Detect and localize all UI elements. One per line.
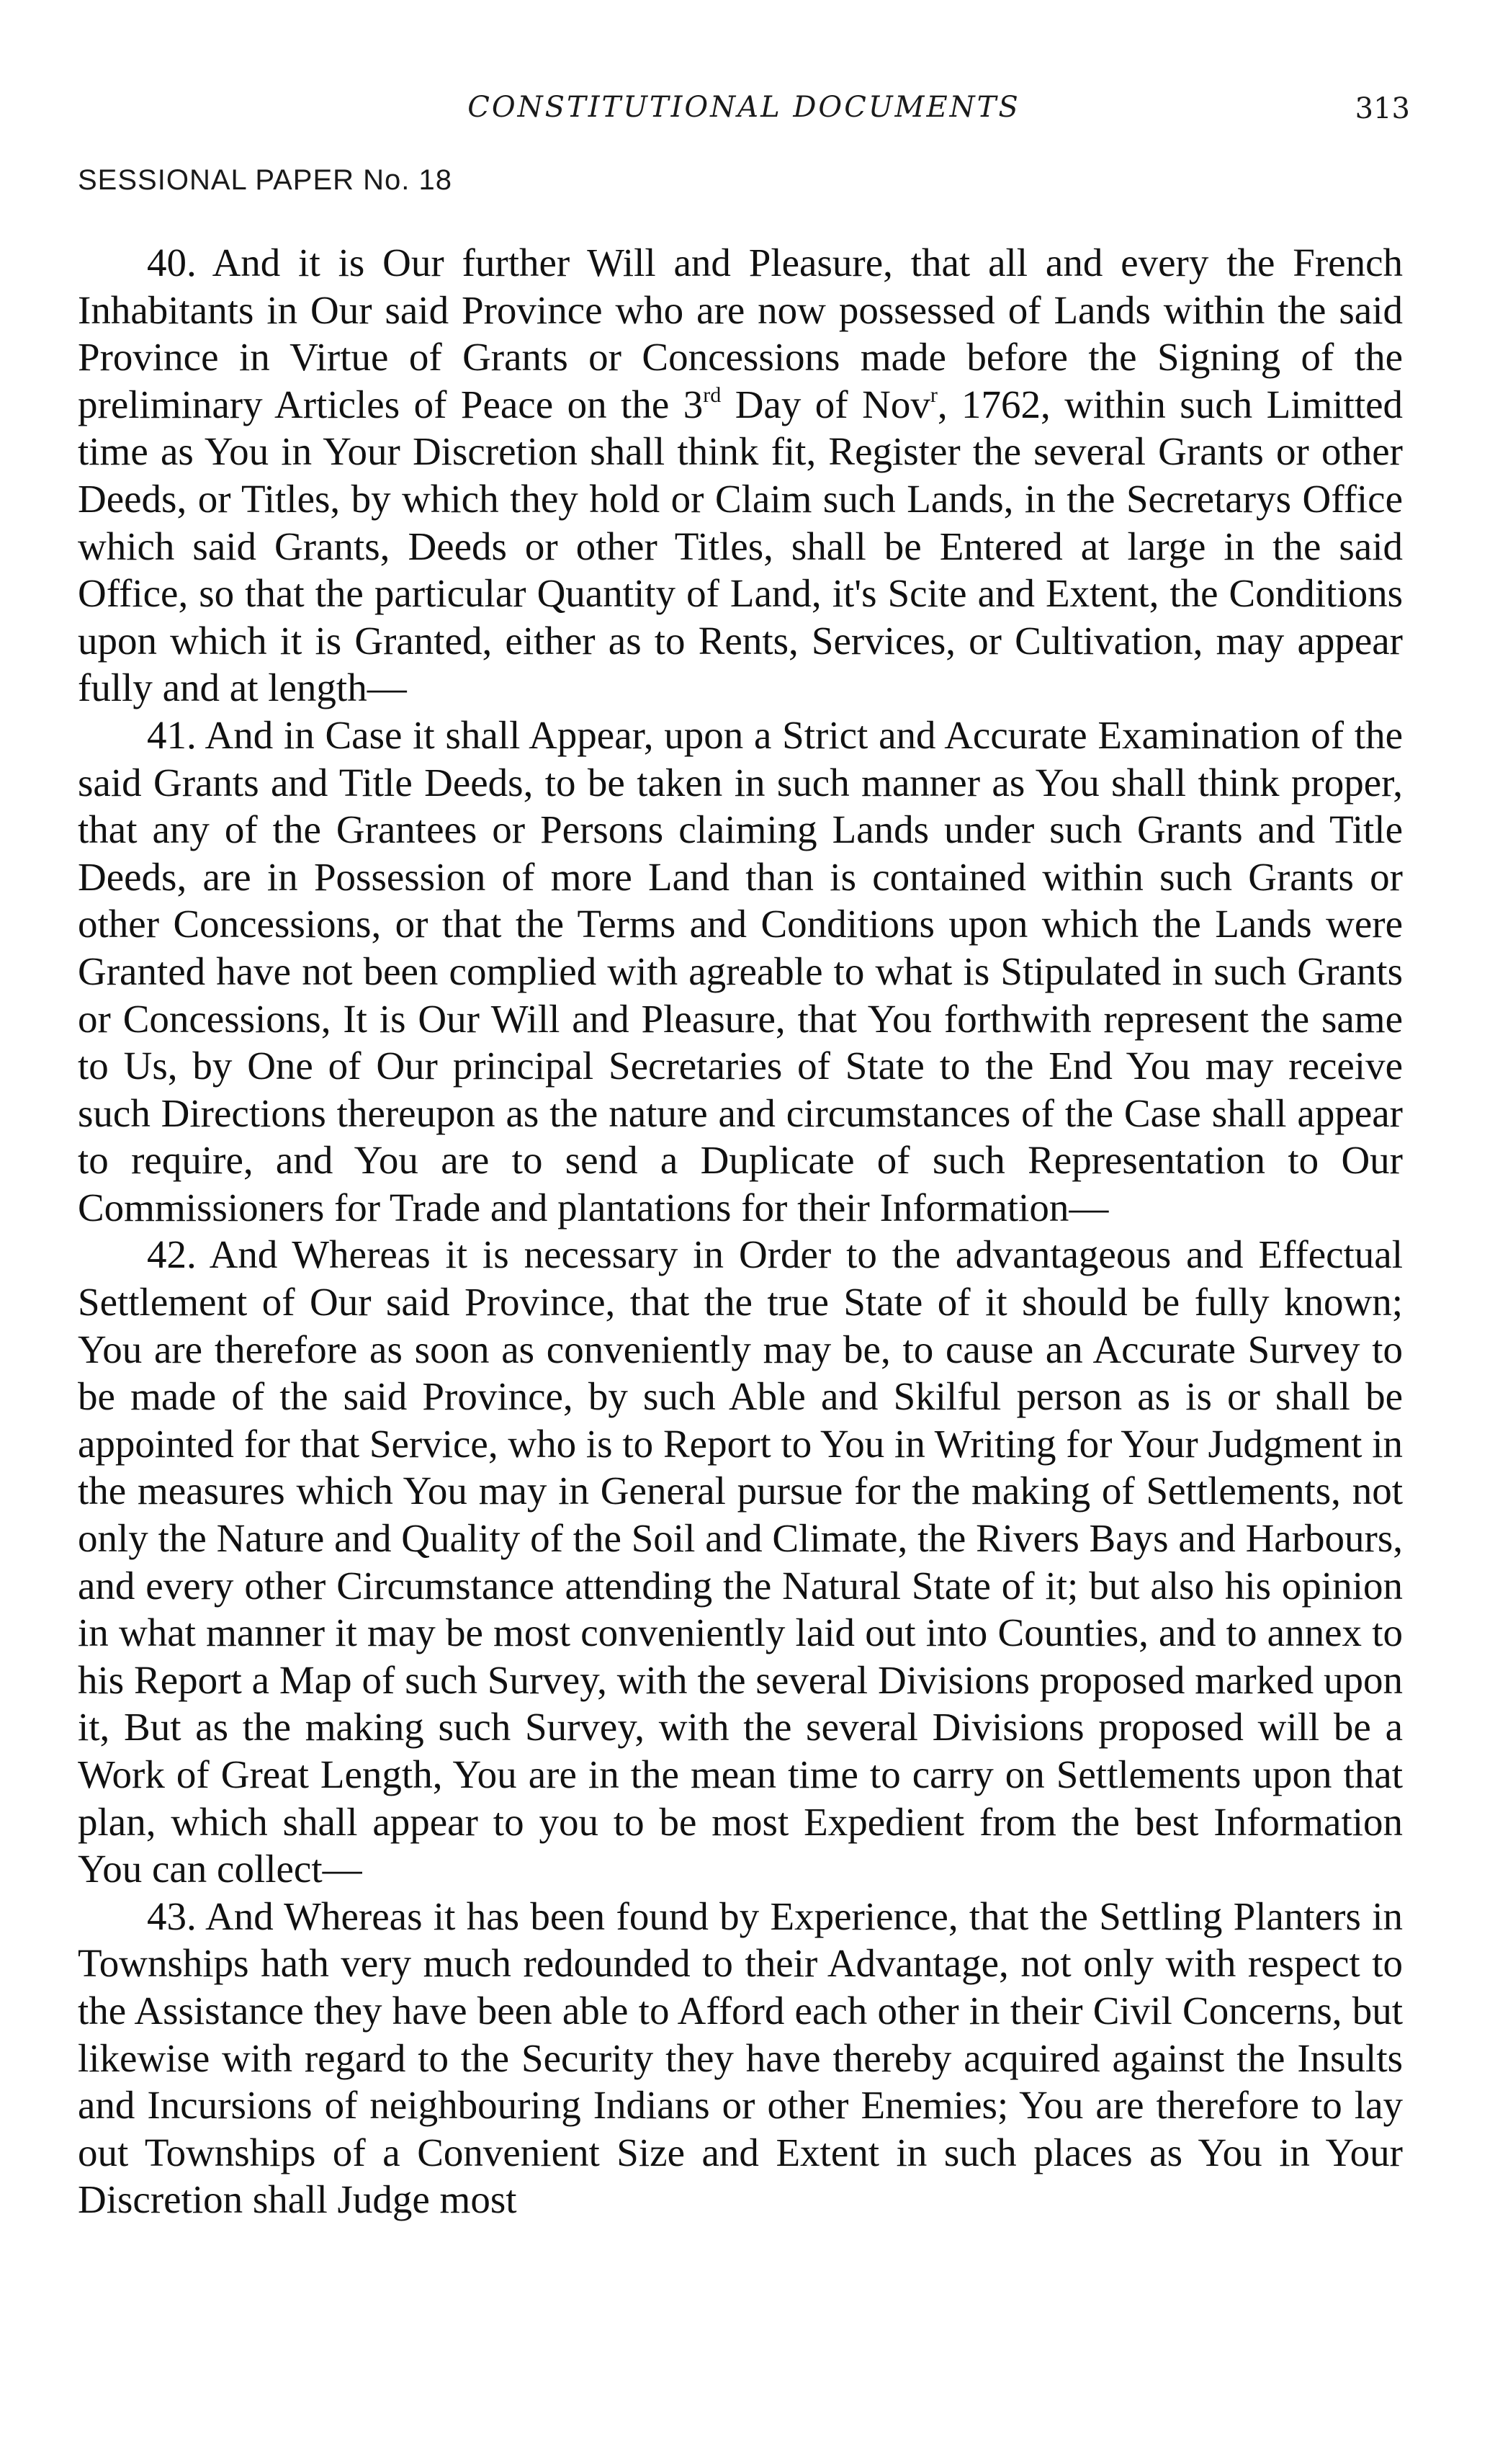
page-number: 313 xyxy=(1355,92,1410,125)
paragraph-40-text-c: , 1762, within such Limitted time as You in Your Discretion shall think fit, Register the several Grants or other Deeds, or Titles, by which they hold or Claim such Lands, in the Secretarys Office which said Grants, Deeds or other Titles, shall be Entered at large in the said Office, so that the particular Quantity of Land, it's Scite and Extent, the Conditions upon which it is Granted, either as to Rents, Services, or Cultivation, may appear fully and at length— xyxy=(78,382,1404,710)
paragraph-41: 41. And in Case it shall Appear, upon a Strict and Accurate Examination of the said Grants and Title Deeds, to be taken in such manner as You shall think proper, that any of the Grantees or Persons claiming Lands under such Grants and Title Deeds, are in Possession of more Land than is contained within such Grants or other Concessions, or that the Terms and Conditions upon which the Lands were Granted have not been complied with agreable to what is Stipulated in such Grants or Concessions, It is Our Will and Pleasure, that You forthwith represent the same to Us, by One of Our principal Secretaries of State to the End You may receive such Directions thereupon as the nature and circumstances of the Case shall appear to require, and You are to send a Duplicate of such Representation to Our Commissioners for Trade and plantations for their Information— xyxy=(78,712,1403,1229)
running-head xyxy=(78,91,1410,134)
running-title: CONSTITUTIONAL DOCUMENTS xyxy=(467,91,1020,124)
paragraph-40 xyxy=(78,239,1403,712)
superscript-rd: rd xyxy=(703,382,722,407)
paragraph-43: 43. And Whereas it has been found by Experience, that the Settling Planters in Townships hath very much redounded to their Advantage, not only with respect to the Assistance they have been able to Afford each other in their Civil Concerns, but likewise with regard to the Security they have thereby acquired against the Insults and Incursions of neighbouring Indians or other Enemies; You are therefore to lay out Townships of a Convenient Size and Extent in such places as You in Your Discretion shall Judge most xyxy=(78,1894,1403,2222)
sessional-paper-label: SESSIONAL PAPER No. 18 xyxy=(78,164,452,196)
body-text xyxy=(78,239,1403,2223)
paragraph-40-text-b: Day of Nov xyxy=(721,382,930,426)
superscript-r: r xyxy=(930,382,938,407)
paragraph-40-text-a: 40. And it is Our further Will and Pleasure, that all and every the French Inhabitants in Our said Province who are now possessed of Lands within the said Province in Virtue of Grants or Concessions made before the Signing of the preliminary Articles of Peace on the 3 xyxy=(78,241,1403,426)
paragraph-42: 42. And Whereas it is necessary in Order to the advantageous and Effectual Settlement of Our said Province, that the true State of it should be fully known; You are therefore as soon as conveniently may be, to cause an Accurate Survey to be made of the said Province, by such Able and Skilful person as is or shall be appointed for that Service, who is to Report to You in Writing for Your Judgment in the measures which You may in General pursue for the making of Settlements, not only the Nature and Quality of the Soil and Climate, the Rivers Bays and Harbours, and every other Circumstance attending the Natural State of it; but also his opinion in what manner it may be most conveniently laid out into Counties, and to annex to his Report a Map of such Survey, with the several Divisions proposed marked upon it, But as the making such Survey, with the several Divisions proposed will be a Work of Great Length, You are in the mean time to carry on Settlements upon that plan, which shall appear to you to be most Expedient from the best Information You can collect— xyxy=(78,1232,1403,1891)
